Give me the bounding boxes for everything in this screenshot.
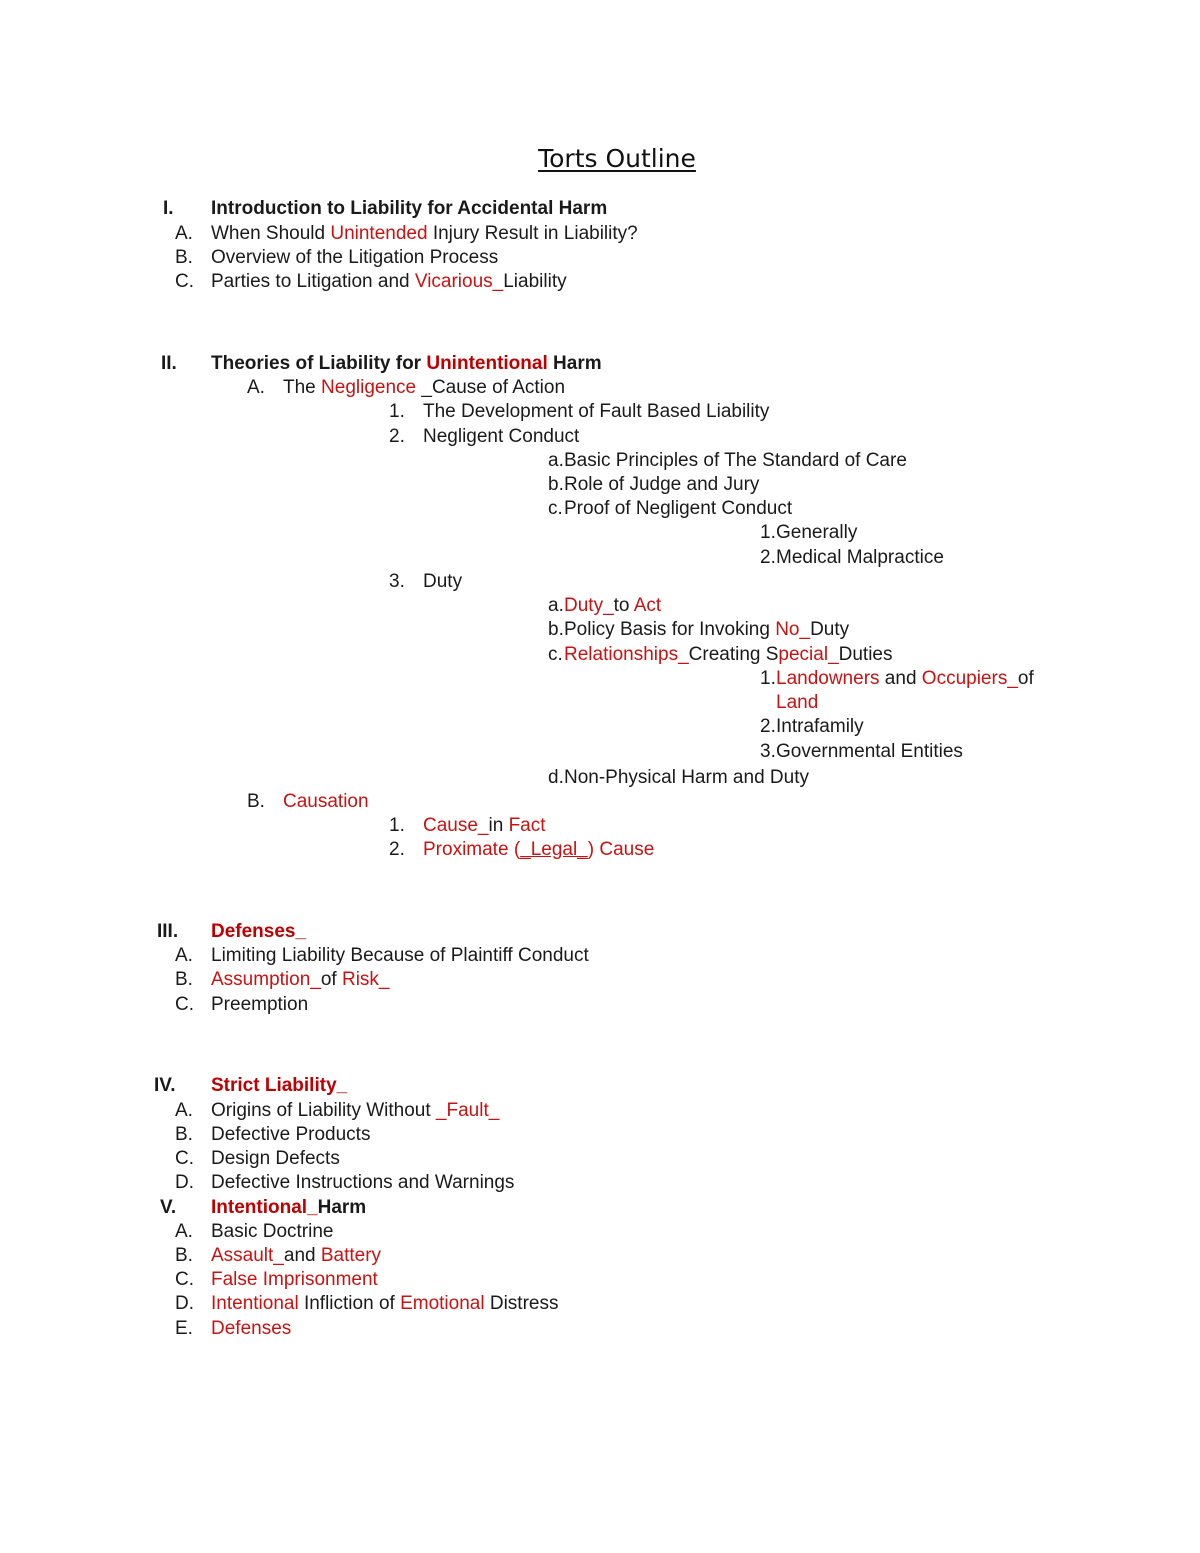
section-heading: Introduction to Liability for Accidental Harm (211, 198, 608, 219)
item-marker: D. (175, 1293, 194, 1314)
outline-item: Defective Products (211, 1124, 371, 1145)
section-number: I. (163, 198, 174, 219)
outline-item: Medical Malpractice (776, 547, 944, 568)
item-marker: C. (175, 271, 194, 292)
section-heading: Defenses_ (211, 921, 307, 942)
outline-item: When Should Unintended Injury Result in Liability? (211, 223, 638, 244)
outline-item: Assumption_of Risk_ (211, 969, 390, 990)
item-marker: a. (548, 450, 564, 471)
outline-item: Landowners and Occupiers_of (776, 668, 1034, 689)
outline-item: Design Defects (211, 1148, 340, 1169)
section-heading: Theories of Liability for Unintentional Harm (211, 353, 602, 374)
item-marker: B. (175, 969, 193, 990)
outline-item: Preemption (211, 994, 309, 1015)
outline-item: Assault_and Battery (211, 1245, 382, 1266)
outline-item: Overview of the Litigation Process (211, 247, 499, 268)
outline-item: Causation (283, 791, 369, 812)
item-marker: b. (548, 619, 564, 640)
outline-item: Basic Principles of The Standard of Care (564, 450, 907, 471)
item-marker: E. (175, 1318, 193, 1339)
outline-item: Duty_to Act (564, 595, 662, 616)
item-marker: 2. (760, 716, 776, 737)
item-marker: C. (175, 1269, 194, 1290)
section-number: IV. (154, 1075, 176, 1096)
item-marker: A. (247, 377, 265, 398)
item-marker: B. (175, 1245, 193, 1266)
section-heading: Strict Liability_ (211, 1075, 348, 1096)
outline-item: Cause_in Fact (423, 815, 546, 836)
item-marker: A. (175, 223, 193, 244)
item-marker: 1. (760, 522, 776, 543)
item-marker: B. (175, 1124, 193, 1145)
item-marker: 3. (389, 571, 405, 592)
outline-item: Role of Judge and Jury (564, 474, 760, 495)
item-marker: B. (247, 791, 265, 812)
item-marker: C. (175, 1148, 194, 1169)
item-marker: A. (175, 1100, 193, 1121)
outline-item: Non-Physical Harm and Duty (564, 767, 809, 788)
section-number: V. (160, 1197, 177, 1218)
item-marker: B. (175, 247, 193, 268)
section-number: II. (161, 353, 177, 374)
item-marker: 1. (760, 668, 776, 689)
item-marker: 1. (389, 815, 405, 836)
outline-item: Relationships_Creating Special_Duties (564, 644, 893, 665)
item-marker: b. (548, 474, 564, 495)
item-marker: 2. (389, 426, 405, 447)
outline-item: The Negligence _Cause of Action (283, 377, 566, 398)
item-marker: A. (175, 945, 193, 966)
item-marker: c. (548, 498, 563, 519)
outline-item: Basic Doctrine (211, 1221, 334, 1242)
outline-item: The Development of Fault Based Liability (423, 401, 770, 422)
item-marker: 2. (760, 547, 776, 568)
item-marker: a. (548, 595, 564, 616)
section-number: III. (157, 921, 179, 942)
outline-item-continuation: Land (776, 692, 819, 713)
outline-item: Duty (423, 571, 463, 592)
document-title: Torts Outline (538, 144, 696, 173)
item-marker: d. (548, 767, 564, 788)
outline-item: Governmental Entities (776, 741, 963, 762)
outline-item: Negligent Conduct (423, 426, 580, 447)
outline-item: Generally (776, 522, 858, 543)
outline-item: Parties to Litigation and Vicarious_Liability (211, 271, 567, 292)
outline-item: Origins of Liability Without _Fault_ (211, 1100, 500, 1121)
outline-item: Proximate (_Legal_) Cause (423, 839, 655, 860)
outline-item: Intentional Infliction of Emotional Distress (211, 1293, 559, 1314)
outline-item: Defenses (211, 1318, 292, 1339)
outline-item: Limiting Liability Because of Plaintiff Conduct (211, 945, 589, 966)
item-marker: C. (175, 994, 194, 1015)
outline-item: False Imprisonment (211, 1269, 378, 1290)
item-marker: 2. (389, 839, 405, 860)
section-heading: Intentional_Harm (211, 1197, 367, 1218)
item-marker: D. (175, 1172, 194, 1193)
item-marker: 3. (760, 741, 776, 762)
item-marker: 1. (389, 401, 405, 422)
item-marker: c. (548, 644, 563, 665)
item-marker: A. (175, 1221, 193, 1242)
outline-item: Proof of Negligent Conduct (564, 498, 793, 519)
outline-item: Policy Basis for Invoking No_Duty (564, 619, 850, 640)
outline-item: Defective Instructions and Warnings (211, 1172, 515, 1193)
outline-item: Intrafamily (776, 716, 864, 737)
